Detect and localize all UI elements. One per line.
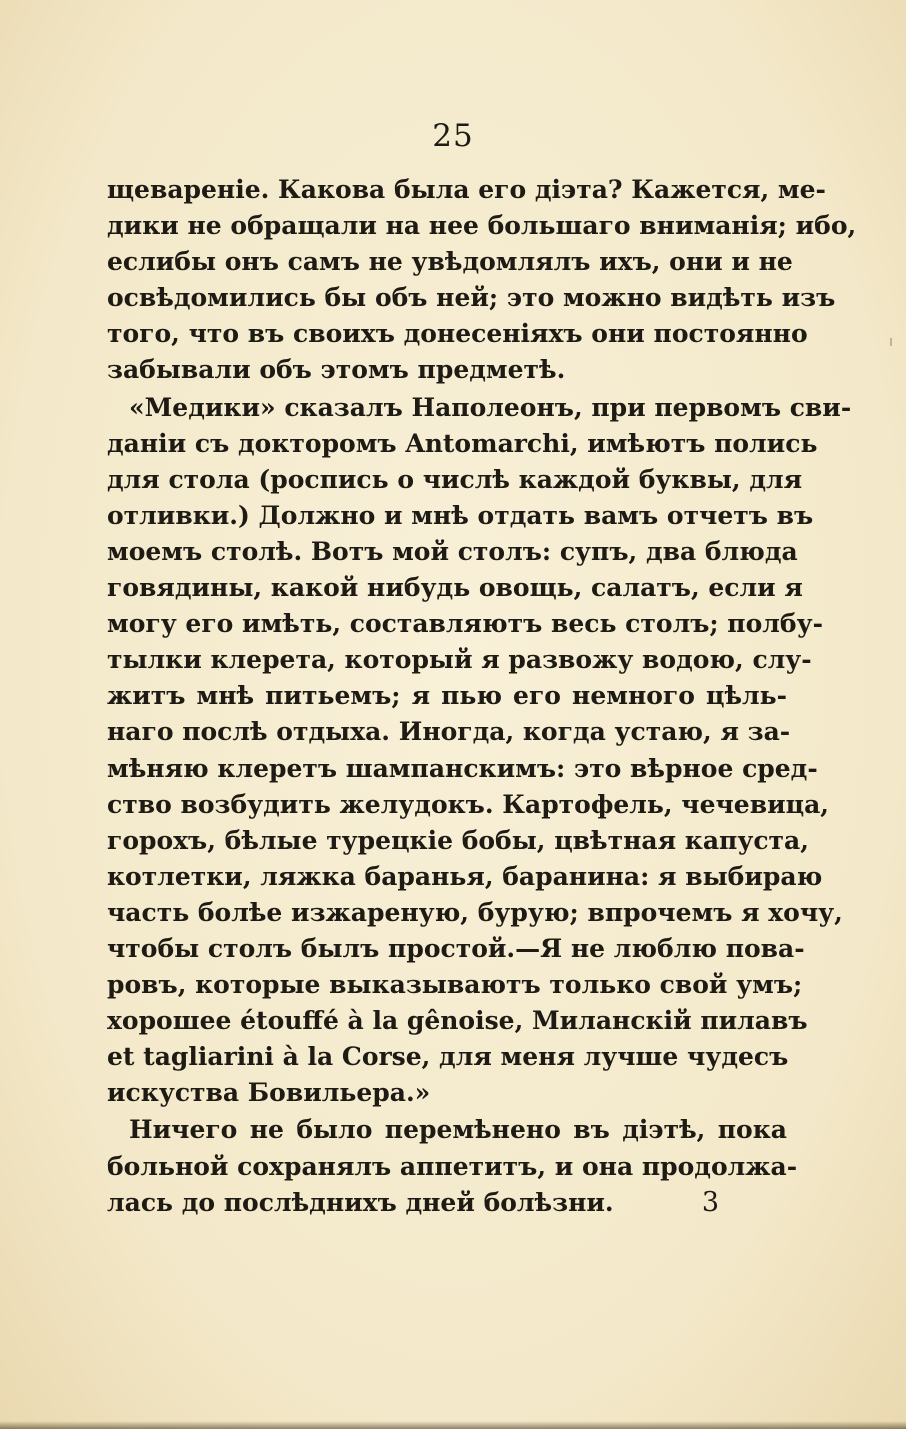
- text-line: чтобы столъ былъ простой.—Я не люблю пова-: [107, 933, 805, 963]
- text-line: хорошее étouffé à la gênoise, Миланскій пилавъ: [107, 1006, 808, 1036]
- text-line: забывали объ этомъ предметѣ.: [107, 355, 566, 385]
- page-edge-shadow: [0, 1421, 906, 1429]
- text-line: горохъ, бѣлые турецкіе бобы, цвѣтная капуста,: [107, 825, 809, 855]
- text-line: котлетки, ляжка баранья, баранина: я выбираю: [107, 861, 823, 891]
- text-line: больной сохранялъ аппетитъ, и она продолжа-: [107, 1151, 798, 1181]
- text-line: даніи съ докторомъ Antomarchi, имѣютъ полись: [107, 428, 818, 458]
- text-line: «Медики» сказалъ Наполеонъ, при первомъ сви-: [129, 392, 852, 422]
- text-line: житъ мнѣ питьемъ; я пью его немного цѣль-: [107, 681, 787, 711]
- final-line: [107, 1185, 787, 1221]
- page-number: 25: [432, 118, 474, 154]
- text-line: et tagliarini à la Corse, для меня лучше чудесъ: [107, 1042, 789, 1072]
- text-line: отливки.) Должно и мнѣ отдать вамъ отчетъ въ: [107, 500, 814, 530]
- text-line: щевареніе. Какова была его діэта? Кажется, ме-: [107, 175, 826, 204]
- text-line: лась до послѣднихъ дней болѣзни.: [107, 1187, 614, 1217]
- text-line: того, что въ своихъ донесеніяхъ они постоянно: [107, 319, 808, 349]
- text-line: искуства Бовильера.»: [107, 1078, 431, 1108]
- text-line: освѣдомились бы объ ней; это можно видѣть изъ: [107, 283, 836, 313]
- paper-speck: [890, 338, 892, 346]
- body-text: [107, 172, 857, 1221]
- text-line: могу его имѣть, составляютъ весь столъ; полбу-: [107, 609, 823, 639]
- text-line: для стола (роспись о числѣ каждой буквы, для: [107, 464, 803, 494]
- text-line: мѣняю клеретъ шампанскимъ: это вѣрное сред-: [107, 753, 818, 783]
- text-line: ровъ, которые выказываютъ только свой умъ;: [107, 970, 803, 1000]
- text-line: говядины, какой нибудь овощь, салатъ, если я: [107, 573, 803, 603]
- signature-mark: 3: [701, 1186, 719, 1218]
- text-line: часть болѣе изжареную, бурую; впрочемъ я хочу,: [107, 897, 843, 927]
- text-line: ство возбудить желудокъ. Картофель, чечевица,: [107, 789, 829, 819]
- text-line: тылки клерета, который я развожу водою, слу-: [107, 645, 812, 675]
- text-line: еслибы онъ самъ не увѣдомлялъ ихъ, они и не: [107, 247, 793, 277]
- text-line: наго послѣ отдыха. Иногда, когда устаю, я за-: [107, 717, 791, 747]
- text-line: моемъ столѣ. Вотъ мой столъ: супъ, два блюда: [107, 536, 798, 566]
- text-line: дики не обращали на нее большаго вниманія; ибо,: [107, 211, 857, 241]
- text-line: Ничего не было перемѣнено въ діэтѣ, пока: [129, 1115, 787, 1145]
